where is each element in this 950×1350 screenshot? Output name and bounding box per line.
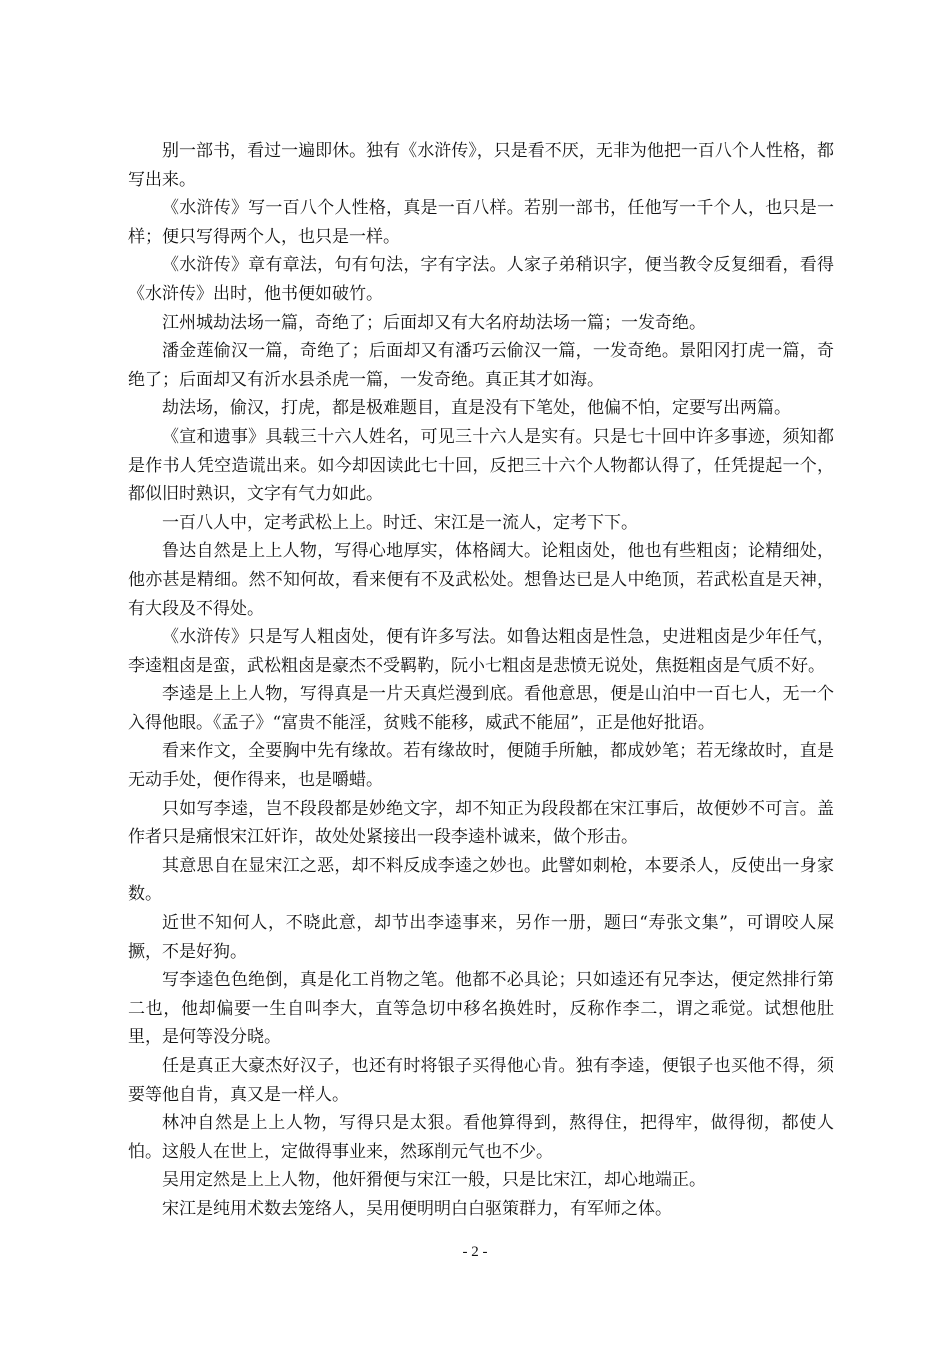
- paragraph: 劫法场，偷汉，打虎，都是极难题目，直是没有下笔处，他偏不怕，定要写出两篇。: [162, 398, 791, 419]
- paragraph: 写李逵色色绝倒，真是化工肖物之笔。他都不必具论；只如逵还有兄李达，便定然排行第二也，他却偏要一生自叫李大，直等急切中移名换姓时，反称作李二，谓之乖觉。试想他肚里，是何等没分晓。: [128, 970, 834, 1048]
- page-number: - 2 -: [462, 1244, 488, 1260]
- paragraph: 潘金莲偷汉一篇，奇绝了；后面却又有潘巧云偷汉一篇，一发奇绝。景阳冈打虎一篇，奇绝了；后面却又有沂水县杀虎一篇，一发奇绝。真正其才如海。: [128, 341, 834, 390]
- paragraph: 看来作文，全要胸中先有缘故。若有缘故时，便随手所触，都成妙笔；若无缘故时，直是无动手处，便作得来，也是嚼蜡。: [128, 741, 834, 791]
- paragraph: 《水浒传》章有章法，句有句法，字有字法。人家子弟稍识字，便当教令反复细看，看得《水浒传》出时，他书便如破竹。: [128, 255, 834, 304]
- paragraph: 吴用定然是上上人物，他奸猾便与宋江一般，只是比宋江，却心地端正。: [162, 1170, 706, 1191]
- paragraph: 《水浒传》只是写人粗卤处，便有许多写法。如鲁达粗卤是性急，史进粗卤是少年任气，李逵粗卤是蛮，武松粗卤是豪杰不受羁靮，阮小七粗卤是悲愤无说处，焦挺粗卤是气质不好。: [128, 627, 834, 676]
- paragraph: 只如写李逵，岂不段段都是妙绝文字，却不知正为段段都在宋江事后，故便妙不可言。盖作者只是痛恨宋江奸诈，故处处紧接出一段李逵朴诚来，做个形击。: [128, 798, 834, 848]
- paragraph: 《水浒传》写一百八个人性格，真是一百八样。若别一部书，任他写一千个人，也只是一样；便只写得两个人，也只是一样。: [128, 198, 834, 247]
- paragraph: 别一部书，看过一遍即休。独有《水浒传》，只是看不厌，无非为他把一百八个人性格，都写出来。: [128, 141, 834, 190]
- body-text: [128, 137, 834, 1224]
- paragraph: 宋江是纯用术数去笼络人，吴用便明明白白驱策群力，有军师之体。: [162, 1198, 672, 1219]
- paragraph: 近世不知何人，不晓此意，却节出李逵事来，另作一册，题曰“寿张文集”，可谓咬人屎撅，不是好狗。: [128, 913, 834, 962]
- paragraph: 江州城劫法场一篇，奇绝了；后面却又有大名府劫法场一篇；一发奇绝。: [162, 312, 706, 333]
- paragraph: 任是真正大豪杰好汉子，也还有时将银子买得他心肯。独有李逵，便银子也买他不得，须要等他自肯，真又是一样人。: [128, 1056, 834, 1105]
- paragraph: 《宣和遗事》具载三十六人姓名，可见三十六人是实有。只是七十回中许多事迹，须知都是作书人凭空造谎出来。如今却因读此七十回，反把三十六个人物都认得了，任凭提起一个，都似旧时熟识，文字有气力如此。: [128, 426, 834, 505]
- paragraph: 林冲自然是上上人物，写得只是太狠。看他算得到，熬得住，把得牢，做得彻，都使人怕。这般人在世上，定做得事业来，然琢削元气也不少。: [128, 1113, 834, 1162]
- paragraph: 李逵是上上人物，写得真是一片天真烂漫到底。看他意思，便是山泊中一百七人，无一个入得他眼。《孟子》“富贵不能淫，贫贱不能移，威武不能屈”，正是他好批语。: [128, 684, 834, 733]
- paragraph: 其意思自在显宋江之恶，却不料反成李逵之妙也。此譬如刺枪，本要杀人，反使出一身家数。: [128, 855, 834, 905]
- paragraph: 鲁达自然是上上人物，写得心地厚实，体格阔大。论粗卤处，他也有些粗卤；论精细处，他亦甚是精细。然不知何故，看来便有不及武松处。想鲁达已是人中绝顶，若武松直是天神，有大段及不得处。: [128, 541, 834, 619]
- paragraph: 一百八人中，定考武松上上。时迁、宋江是一流人，定考下下。: [162, 512, 638, 533]
